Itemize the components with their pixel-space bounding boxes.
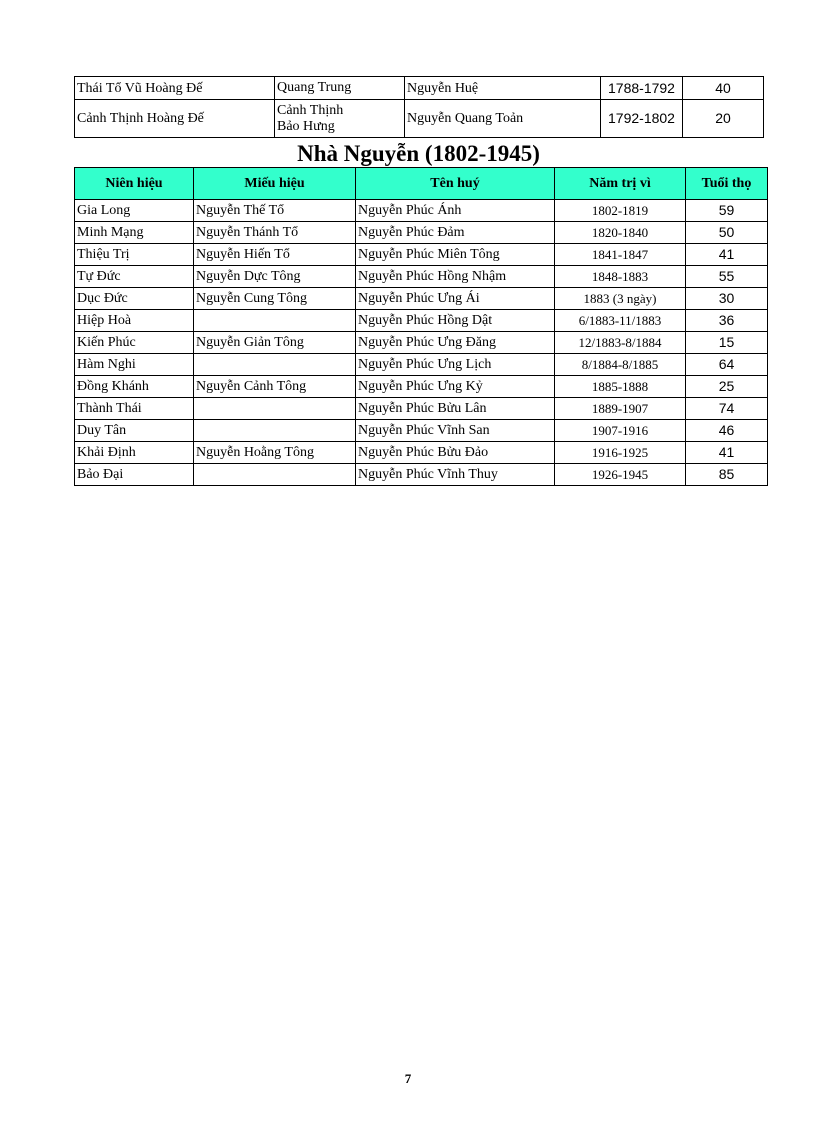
mieu-hieu-cell: Nguyễn Thế Tổ — [194, 200, 356, 222]
nien-hieu-cell: Cảnh Thịnh Hoàng Đế — [75, 100, 275, 138]
table-row — [75, 398, 768, 420]
nam-tri-vi-cell: 1802-1819 — [555, 200, 686, 222]
ten-huy-cell: Nguyễn Huệ — [405, 77, 601, 100]
mieu-hieu-cell: Nguyễn Hoằng Tông — [194, 442, 356, 464]
nien-hieu-cell: Thành Thái — [75, 398, 194, 420]
tuoi-tho-cell: 59 — [686, 200, 768, 222]
tuoi-tho-cell: 85 — [686, 464, 768, 486]
table-row — [75, 442, 768, 464]
table-row — [75, 244, 768, 266]
mieu-hieu-cell — [275, 100, 405, 138]
mieu-hieu-cell — [194, 420, 356, 442]
mieu-hieu-cell — [194, 398, 356, 420]
ten-huy-cell: Nguyễn Phúc Bửu Đảo — [356, 442, 555, 464]
mieu-hieu-line-1: Cảnh Thịnh — [277, 102, 344, 118]
nam-tri-vi-cell: 8/1884-8/1885 — [555, 354, 686, 376]
nam-tri-vi-cell: 1889-1907 — [555, 398, 686, 420]
tuoi-tho-cell: 15 — [686, 332, 768, 354]
nien-hieu-cell: Thái Tổ Vũ Hoàng Đế — [75, 77, 275, 100]
tuoi-tho-cell: 25 — [686, 376, 768, 398]
header-row — [75, 168, 768, 200]
nien-hieu-cell: Kiến Phúc — [75, 332, 194, 354]
mieu-hieu-cell: Nguyễn Cung Tông — [194, 288, 356, 310]
table-row — [75, 332, 768, 354]
mieu-hieu-cell: Nguyễn Thánh Tổ — [194, 222, 356, 244]
page-number: 7 — [404, 1071, 412, 1086]
ten-huy-cell: Nguyễn Phúc Ưng Lịch — [356, 354, 555, 376]
section-title: Nhà Nguyễn (1802-1945) — [297, 141, 540, 166]
ten-huy-cell: Nguyễn Phúc Hồng Nhậm — [356, 266, 555, 288]
ten-huy-cell: Nguyễn Phúc Miên Tông — [356, 244, 555, 266]
nam-tri-vi-cell: 1788-1792 — [601, 77, 683, 100]
mieu-hieu-cell — [194, 464, 356, 486]
tuoi-tho-cell: 20 — [683, 100, 764, 138]
tay-son-table — [74, 76, 764, 138]
tuoi-tho-cell: 46 — [686, 420, 768, 442]
table-row — [75, 200, 768, 222]
table-row — [75, 266, 768, 288]
ten-huy-cell: Nguyễn Quang Toản — [405, 100, 601, 138]
tuoi-tho-cell: 41 — [686, 442, 768, 464]
ten-huy-cell: Nguyễn Phúc Vĩnh Thuy — [356, 464, 555, 486]
table-row — [75, 222, 768, 244]
nien-hieu-cell: Hiệp Hoà — [75, 310, 194, 332]
table-row — [75, 376, 768, 398]
ten-huy-cell: Nguyễn Phúc Hồng Dật — [356, 310, 555, 332]
nam-tri-vi-cell: 1792-1802 — [601, 100, 683, 138]
nien-hieu-cell: Duy Tân — [75, 420, 194, 442]
tuoi-tho-cell: 50 — [686, 222, 768, 244]
mieu-hieu-cell — [194, 310, 356, 332]
nien-hieu-cell: Khải Định — [75, 442, 194, 464]
header-nien-hieu: Niên hiệu — [75, 168, 194, 200]
nien-hieu-cell: Gia Long — [75, 200, 194, 222]
tuoi-tho-cell: 41 — [686, 244, 768, 266]
nien-hieu-cell: Hàm Nghi — [75, 354, 194, 376]
nien-hieu-cell: Thiệu Trị — [75, 244, 194, 266]
ten-huy-cell: Nguyễn Phúc Ánh — [356, 200, 555, 222]
tuoi-tho-cell: 55 — [686, 266, 768, 288]
nam-tri-vi-cell: 6/1883-11/1883 — [555, 310, 686, 332]
header-ten-huy: Tên huý — [356, 168, 555, 200]
nam-tri-vi-cell: 1841-1847 — [555, 244, 686, 266]
mieu-hieu-cell: Nguyễn Hiến Tổ — [194, 244, 356, 266]
nam-tri-vi-cell: 1883 (3 ngày) — [555, 288, 686, 310]
mieu-hieu-line-2: Bảo Hưng — [277, 118, 335, 134]
mieu-hieu-cell: Nguyễn Cảnh Tông — [194, 376, 356, 398]
table-row — [75, 464, 768, 486]
ten-huy-cell: Nguyễn Phúc Bửu Lân — [356, 398, 555, 420]
nam-tri-vi-cell: 1820-1840 — [555, 222, 686, 244]
tuoi-tho-cell: 30 — [686, 288, 768, 310]
header-mieu-hieu: Miếu hiệu — [194, 168, 356, 200]
nien-hieu-cell: Minh Mạng — [75, 222, 194, 244]
ten-huy-cell: Nguyễn Phúc Vĩnh San — [356, 420, 555, 442]
nien-hieu-cell: Đồng Khánh — [75, 376, 194, 398]
ten-huy-cell: Nguyễn Phúc Ưng Kỷ — [356, 376, 555, 398]
table-row — [75, 100, 764, 138]
nguyen-dynasty-table — [74, 167, 768, 486]
ten-huy-cell: Nguyễn Phúc Ưng Đăng — [356, 332, 555, 354]
header-tuoi-tho: Tuổi thọ — [686, 168, 768, 200]
ten-huy-cell: Nguyễn Phúc Đảm — [356, 222, 555, 244]
nam-tri-vi-cell: 1885-1888 — [555, 376, 686, 398]
nien-hieu-cell: Tự Đức — [75, 266, 194, 288]
header-nam-tri-vi: Năm trị vì — [555, 168, 686, 200]
tuoi-tho-cell: 36 — [686, 310, 768, 332]
table-row — [75, 77, 764, 100]
mieu-hieu-cell — [194, 354, 356, 376]
tuoi-tho-cell: 64 — [686, 354, 768, 376]
mieu-hieu-cell: Quang Trung — [275, 77, 405, 100]
nam-tri-vi-cell: 1848-1883 — [555, 266, 686, 288]
nam-tri-vi-cell: 1926-1945 — [555, 464, 686, 486]
table-row — [75, 354, 768, 376]
table-row — [75, 288, 768, 310]
mieu-hieu-cell: Nguyễn Dực Tông — [194, 266, 356, 288]
nien-hieu-cell: Bảo Đại — [75, 464, 194, 486]
table-row — [75, 310, 768, 332]
nien-hieu-cell: Dục Đức — [75, 288, 194, 310]
nam-tri-vi-cell: 1916-1925 — [555, 442, 686, 464]
table-row — [75, 420, 768, 442]
tuoi-tho-cell: 74 — [686, 398, 768, 420]
nam-tri-vi-cell: 1907-1916 — [555, 420, 686, 442]
tuoi-tho-cell: 40 — [683, 77, 764, 100]
nam-tri-vi-cell: 12/1883-8/1884 — [555, 332, 686, 354]
mieu-hieu-cell: Nguyễn Giản Tông — [194, 332, 356, 354]
ten-huy-cell: Nguyễn Phúc Ưng Ái — [356, 288, 555, 310]
